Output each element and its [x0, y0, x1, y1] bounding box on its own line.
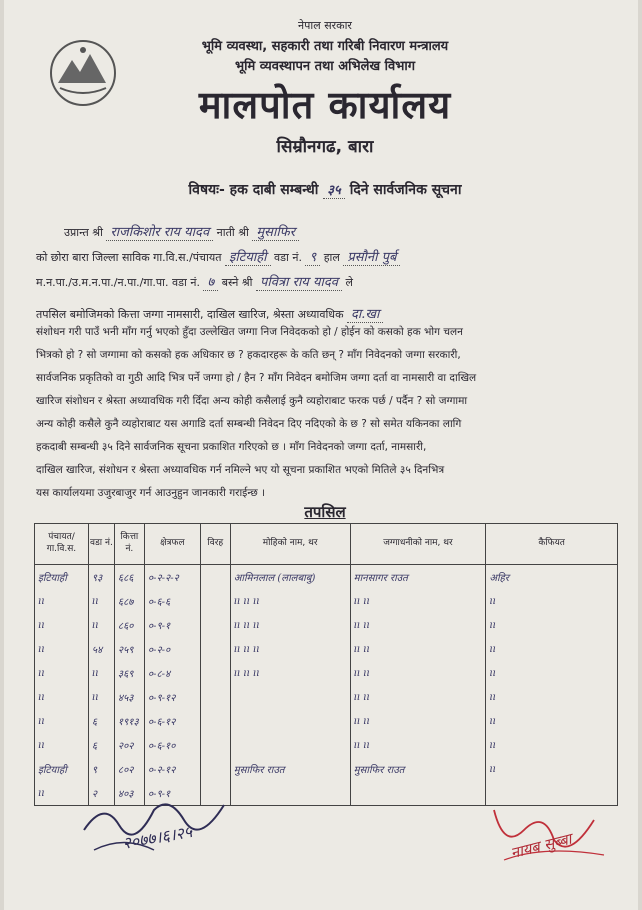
notice-paragraph-line: सार्वजनिक प्रकृतिको वा गुठी आदि भित्र पर्ने जग्गा हो / हैन ? माँग निवेदन बमोजिम जग्गा दर्ता वा नामसारी वा दाखिल: [36, 372, 477, 384]
notice-paragraph-line: अन्य कोही कसैले कुनै व्यहोराबाट यस अगाडि दर्ता सम्बन्धी निवेदन दिए नदिएको के छ ? सो समेत यकिनका लागि: [36, 418, 462, 430]
document-page: [4, 0, 638, 910]
table-cell: ९३: [88, 565, 114, 590]
table-cell: ıı: [486, 733, 618, 757]
table-cell: ıı ıı ıı: [230, 613, 350, 637]
office-location: सिम्रौनगढ, बारा: [276, 137, 374, 157]
table-cell: ८०२: [114, 757, 144, 781]
notice-paragraph-line: संशोधन गरी पाउँ भनी माँग गर्नु भएको हुँदा उल्लेखित जग्गा निज निवेदकको हो / होईन को कसको हक भोग चलन: [36, 326, 463, 338]
table-cell: [230, 709, 350, 733]
notice-paragraph-line: खारिज संशोधन र श्रेस्ता अध्यावधिक गरी दिँदा अन्य कोही कसैलाई कुनै व्यहोराबाट फरक पर्छ / पर्दैन ? सो जग्गामा: [36, 395, 468, 407]
notice-paragraph-line: भित्रको हो ? सो जग्गामा को कसको हक अधिकार छ ? हकदारहरू के कति छन् ? माँग निवेदनको जग्गा सरकारी,: [36, 349, 461, 361]
table-cell: ३६९: [114, 661, 144, 685]
table-cell: ०-९-१: [144, 613, 200, 637]
table-cell: [200, 733, 230, 757]
table-cell: ıı ıı: [350, 589, 486, 613]
table-cell: [200, 709, 230, 733]
table-cell: ०-६-१०: [144, 733, 200, 757]
table-cell: ıı: [35, 613, 89, 637]
col-header: पंचायत/ गा.वि.स.: [35, 524, 89, 565]
table-cell: ०-८-४: [144, 661, 200, 685]
table-cell: ६: [88, 733, 114, 757]
table-cell: ıı: [486, 709, 618, 733]
table-cell: ıı: [35, 781, 89, 806]
table-cell: मानसागर राउत: [350, 565, 486, 590]
table-cell: ८६०: [114, 613, 144, 637]
table-cell: [230, 685, 350, 709]
table-cell: ıı: [35, 709, 89, 733]
table-cell: ıı: [88, 685, 114, 709]
applicant-line-3: म.न.पा./उ.म.न.पा./न.पा./गा.पा. वडा नं. ७ बस्ने श्री पवित्रा राय यादव ले: [36, 275, 353, 290]
table-row: [35, 685, 618, 709]
department-name: भूमि व्यवस्थापन तथा अभिलेख विभाग: [234, 59, 416, 74]
table-cell: ४५३: [114, 685, 144, 709]
table-cell: ıı: [35, 685, 89, 709]
table-cell: [350, 781, 486, 806]
table-row: [35, 709, 618, 733]
subject-days: ३५: [323, 183, 345, 199]
table-cell: [200, 637, 230, 661]
table-cell: ıı: [486, 637, 618, 661]
table-cell: [200, 589, 230, 613]
table-cell: ०-६-६: [144, 589, 200, 613]
applicant-line-1: उप्रान्त श्री राजकिशोर राय यादव नाती श्री मुसाफिर: [64, 222, 299, 240]
table-cell: ıı: [35, 661, 89, 685]
right-signature-title: नायब सुब्बा: [508, 829, 574, 863]
col-header: जग्गाधनीको नाम, थर: [350, 524, 486, 565]
table-cell: २५९: [114, 637, 144, 661]
table-row: [35, 565, 618, 590]
table-cell: मुसाफिर राउत: [230, 757, 350, 781]
table-cell: मुसाफिर राउत: [350, 757, 486, 781]
table-cell: ıı: [486, 757, 618, 781]
table-cell: ıı ıı: [350, 613, 486, 637]
applicant-line-2: को छोरा बारा जिल्ला साविक गा.वि.स./पंचायत इटियाही वडा नं. ९ हाल प्रसौनी पुर्ब: [36, 247, 400, 265]
table-cell: ६८७: [114, 589, 144, 613]
office-name: मालपोत कार्यालय: [198, 82, 452, 127]
table-cell: ९: [88, 757, 114, 781]
table-cell: २०२: [114, 733, 144, 757]
table-cell: ıı: [486, 661, 618, 685]
notice-subject: विषयः- हक दाबी सम्बन्धी ३५ दिने सार्वजनिक सूचना: [188, 182, 462, 198]
table-cell: [200, 613, 230, 637]
table-cell: ıı ıı ıı: [230, 589, 350, 613]
table-cell: ०-९-१२: [144, 685, 200, 709]
table-cell: ıı ıı: [350, 637, 486, 661]
table-cell: ६८६: [114, 565, 144, 590]
table-cell: [230, 733, 350, 757]
col-header: क्षेत्रफल: [144, 524, 200, 565]
table-cell: ıı: [486, 685, 618, 709]
table-cell: ıı: [35, 589, 89, 613]
col-header: मोहिको नाम, थर: [230, 524, 350, 565]
table-cell: ıı ıı: [350, 733, 486, 757]
table-row: [35, 613, 618, 637]
land-details-table: [34, 523, 618, 806]
table-row: [35, 637, 618, 661]
table-cell: आमिनलाल (लालबाबु): [230, 565, 350, 590]
notice-paragraph-line: हकदाबी सम्बन्धी ३५ दिने सार्वजनिक सूचना प्रकाशित गरिएको छ । माँग निवेदनको जग्गा दर्ता, नामसारी,: [36, 441, 427, 453]
table-cell: ıı: [88, 661, 114, 685]
notice-paragraph-line: यस कार्यालयमा उजुरबाजुर गर्न आउनुहुन जानकारी गराईन्छ ।: [36, 487, 266, 499]
applicant-line-4: तपसिल बमोजिमको कित्ता जग्गा नामसारी, दाखिल खारिज, श्रेस्ता अध्यावधिक दा.खा: [36, 304, 383, 322]
table-cell: अहिर: [486, 565, 618, 590]
table-cell: ०-२-०: [144, 637, 200, 661]
table-cell: इटियाही: [35, 757, 89, 781]
government-name: नेपाल सरकार: [298, 19, 352, 32]
table-cell: इटियाही: [35, 565, 89, 590]
table-cell: ıı ıı: [350, 709, 486, 733]
table-cell: ıı ıı: [350, 685, 486, 709]
table-row: [35, 589, 618, 613]
table-cell: ıı: [486, 613, 618, 637]
col-header: कैफियत: [486, 524, 618, 565]
col-header: कित्ता नं.: [114, 524, 144, 565]
table-cell: २: [88, 781, 114, 806]
signature-date: २०७७।६।२५: [120, 822, 194, 853]
table-cell: ıı: [486, 589, 618, 613]
table-title: तपसिल: [304, 503, 346, 521]
table-cell: ıı: [35, 733, 89, 757]
table-cell: ıı ıı: [350, 661, 486, 685]
table-cell: ıı ıı ıı: [230, 637, 350, 661]
table-cell: १९१३: [114, 709, 144, 733]
table-cell: [200, 565, 230, 590]
table-cell: [200, 685, 230, 709]
table-cell: ५४: [88, 637, 114, 661]
table-header-row: [35, 524, 618, 565]
notice-paragraph-line: दाखिल खारिज, संशोधन र श्रेस्ता अध्यावधिक गर्न नमिल्ने भए यो सूचना प्रकाशित भएको मितिले ३५ दिनभित्र: [36, 464, 445, 476]
table-row: [35, 757, 618, 781]
table-cell: ०-२-२-२: [144, 565, 200, 590]
table-row: [35, 661, 618, 685]
table-cell: [230, 781, 350, 806]
col-header: वडा नं.: [88, 524, 114, 565]
table-cell: ıı: [88, 613, 114, 637]
table-row: [35, 733, 618, 757]
table-cell: ६: [88, 709, 114, 733]
table-cell: ०-९-१: [144, 781, 200, 806]
table-cell: ıı ıı ıı: [230, 661, 350, 685]
col-header: विरह: [200, 524, 230, 565]
table-cell: ०-२-१२: [144, 757, 200, 781]
table-cell: ०-६-१२: [144, 709, 200, 733]
table-cell: ıı: [88, 589, 114, 613]
table-cell: ıı: [35, 637, 89, 661]
ministry-name: भूमि व्यवस्था, सहकारी तथा गरिबी निवारण मन्त्रालय: [201, 39, 449, 54]
table-cell: [200, 757, 230, 781]
table-cell: [200, 661, 230, 685]
table-cell: ४०३: [114, 781, 144, 806]
